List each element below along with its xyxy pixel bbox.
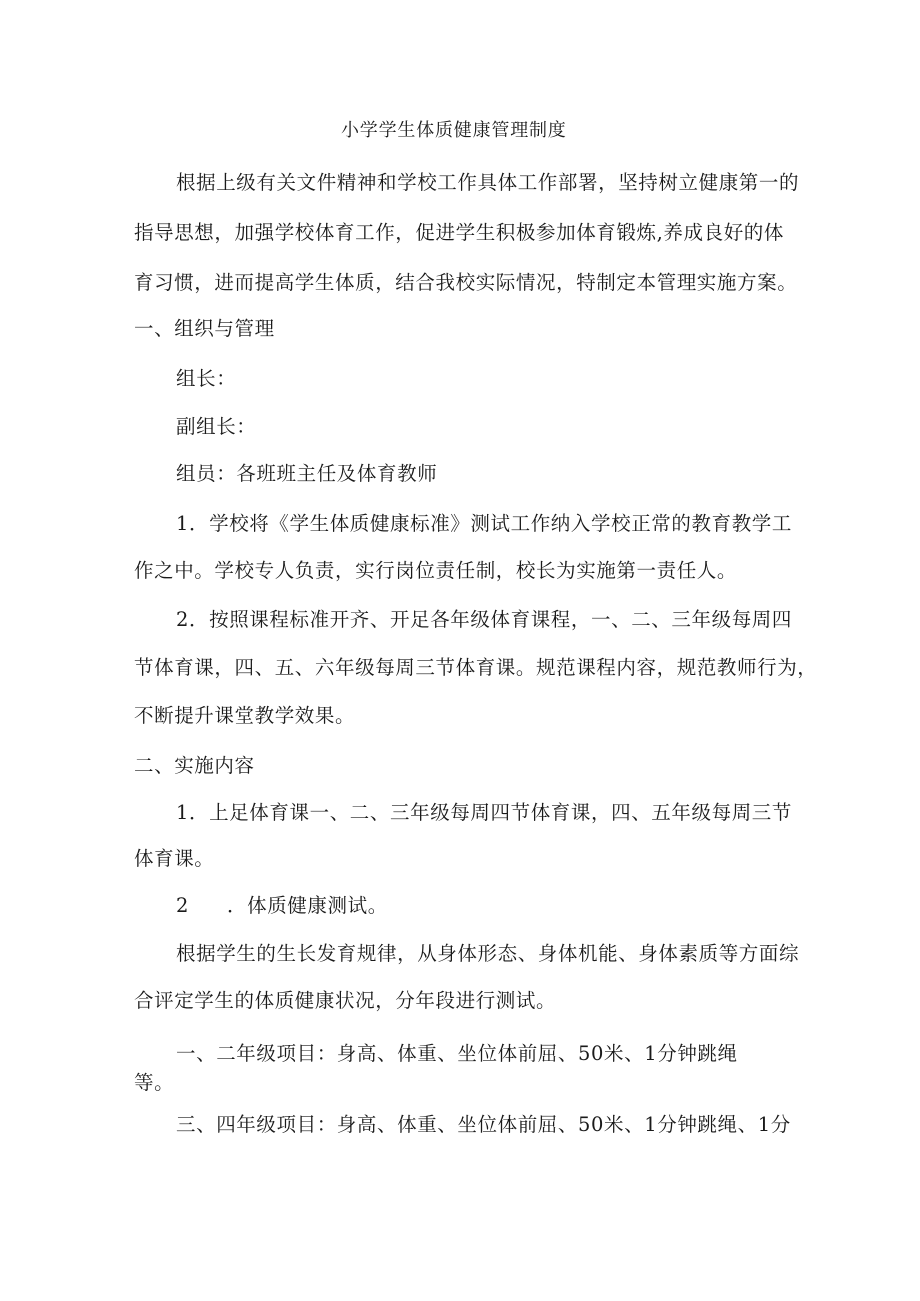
leader-line: 组长：	[176, 367, 237, 390]
section-heading-organization: 一、组织与管理	[134, 317, 275, 340]
org-item-1-line-2: 作之中。学校专人负责，实行岗位责任制，校长为实施第一责任人。	[134, 559, 738, 582]
deputy-leader-line: 副组长：	[176, 415, 257, 438]
impl-item-2-text: ．体质健康测试。	[227, 894, 388, 917]
org-item-2-line-2: 节体育课，四、五、六年级每周三节体育课。规范课程内容，规范教师行为，	[134, 656, 818, 679]
members-line: 组员：各班班主任及体育教师	[176, 462, 438, 485]
intro-line-1: 根据上级有关文件精神和学校工作具体工作部署，坚持树立健康第一的	[176, 171, 800, 194]
document-title: 小学学生体质健康管理制度	[341, 120, 567, 141]
section-heading-implementation: 二、实施内容	[134, 754, 255, 777]
impl-item-1-line-1: 1．上足体育课一、二、三年级每周四节体育课，四、五年级每周三节	[176, 801, 793, 824]
grade-1-2-items-line-2: 等。	[134, 1071, 175, 1094]
impl-item-1-line-2: 体育课。	[134, 847, 215, 870]
org-item-2-line-1: 2．按照课程标准开齐、开足各年级体育课程，一、二、三年级每周四	[176, 608, 793, 631]
grade-3-4-items-line-1: 三、四年级项目：身高、体重、坐位体前屈、50米、1分钟跳绳、1分	[176, 1113, 791, 1136]
grade-1-2-items-line-1: 一、二年级项目：身高、体重、坐位体前屈、50米、1分钟跳绳	[176, 1042, 738, 1065]
intro-line-2: 指导思想，加强学校体育工作，促进学生积极参加体育锻炼,养成良好的体	[134, 221, 784, 244]
growth-para-line-1: 根据学生的生长发育规律，从身体形态、身体机能、身体素质等方面综	[176, 942, 800, 965]
intro-line-3: 育习惯，进而提高学生体质，结合我校实际情况，特制定本管理实施方案。	[134, 271, 798, 294]
growth-para-line-2: 合评定学生的体质健康状况，分年段进行测试。	[134, 989, 557, 1012]
impl-item-2-number: 2	[176, 894, 190, 917]
org-item-2-line-3: 不断提升课堂教学效果。	[134, 704, 356, 727]
org-item-1-line-1: 1．学校将《学生体质健康标准》测试工作纳入学校正常的教育教学工	[176, 512, 793, 535]
